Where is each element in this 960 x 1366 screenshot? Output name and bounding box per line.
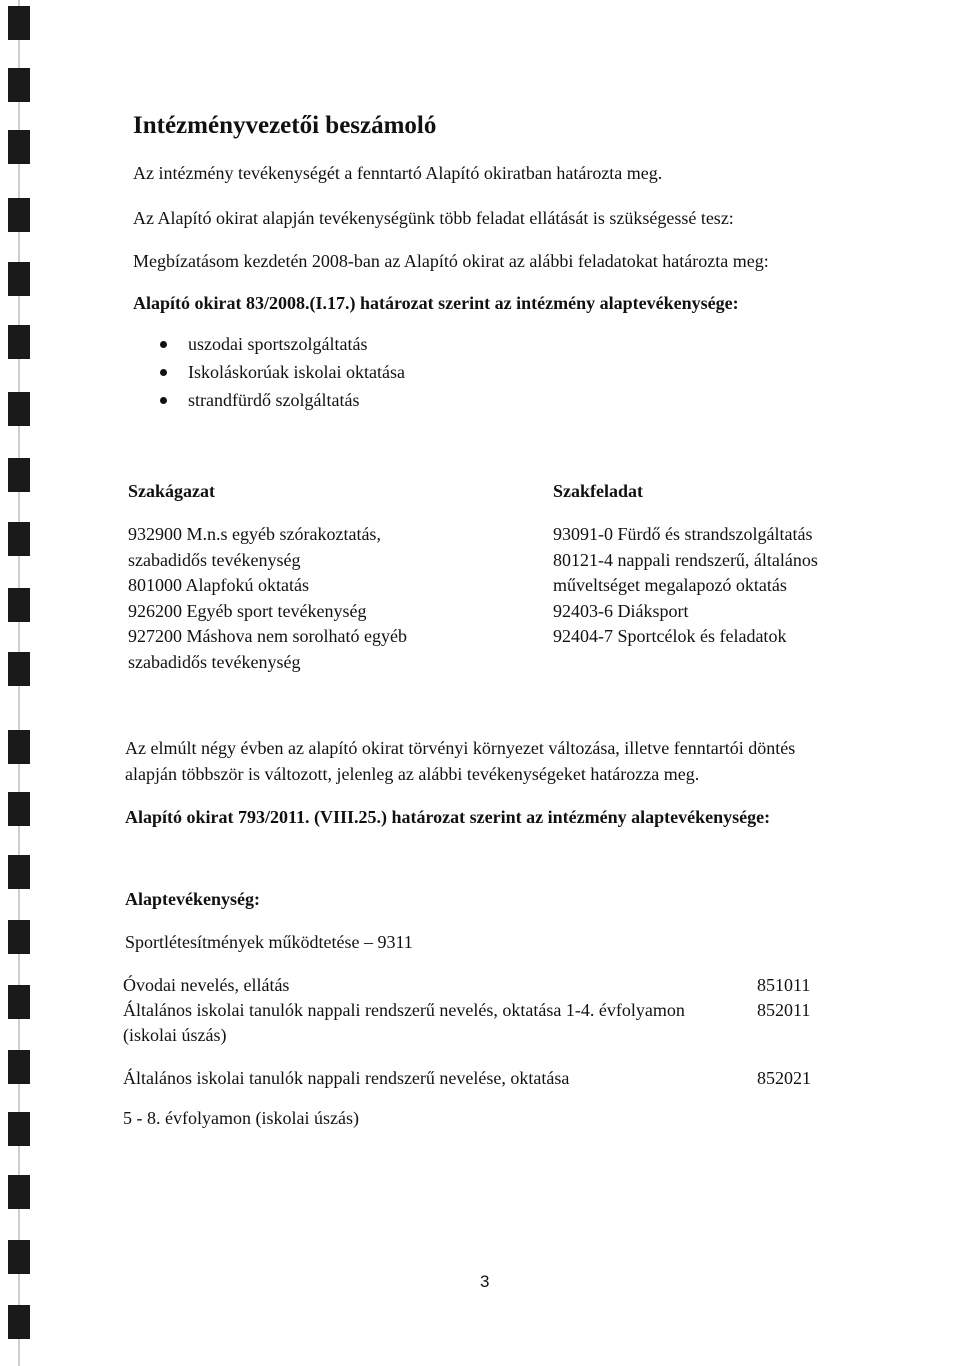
szakagazat-row: 801000 Alapfokú oktatás: [128, 575, 309, 595]
scan-mark: [8, 198, 30, 232]
scan-mark: [8, 6, 30, 40]
szakagazat-row: szabadidős tevékenység: [128, 651, 301, 672]
szakagazat-row: 927200 Máshova nem sorolható egyéb: [128, 626, 407, 646]
scan-mark: [8, 730, 30, 764]
intro-line: Megbízatásom kezdetén 2008-ban az Alapító okirat az alábbi feladatokat határozta meg:: [133, 251, 769, 271]
change-line: Az elmúlt négy évben az alapító okirat törvényi környezet változása, illetve fenntartói döntés: [125, 738, 796, 758]
page-title: Intézményvezetői beszámoló: [133, 112, 437, 139]
intro-line: Az intézmény tevékenységét a fenntartó Alapító okiratban határozta meg.: [133, 163, 663, 183]
change-line: alapján többször is változott, jelenleg az alábbi tevékenységeket határozza meg.: [125, 764, 700, 784]
activity-bullet-list: [160, 333, 405, 417]
scan-edge-marks: [0, 0, 40, 1366]
page-number: 3: [480, 1272, 490, 1291]
scan-mark: [8, 325, 30, 359]
szakfeladat-row: műveltséget megalapozó oktatás: [553, 575, 787, 595]
activity-text: 5 - 8. évfolyamon (iskolai úszás): [123, 1108, 359, 1128]
bullet-item: Iskoláskorúak iskolai oktatása: [160, 361, 405, 389]
heading-2011: Alapító okirat 793/2011. (VIII.25.) határozat szerint az intézmény alaptevékenysége:: [125, 807, 771, 827]
activity-text: Óvodai nevelés, ellátás: [123, 975, 290, 995]
scan-mark: [8, 588, 30, 622]
scan-mark: [8, 985, 30, 1019]
szakagazat-header: Szakágazat: [128, 481, 215, 501]
scan-mark: [8, 1050, 30, 1084]
scan-mark: [8, 392, 30, 426]
scan-mark: [8, 1112, 30, 1146]
szakfeladat-row: 92403-6 Diáksport: [553, 600, 689, 621]
scan-mark: [8, 1305, 30, 1339]
szakagazat-row: szabadidős tevékenység: [128, 549, 301, 570]
scan-mark: [8, 652, 30, 686]
szakagazat-row: 932900 M.n.s egyéb szórakoztatás,: [128, 524, 381, 544]
activity-code: 852011: [757, 1000, 811, 1020]
bullet-item: strandfürdő szolgáltatás: [160, 389, 405, 417]
alaptevekenyseg-heading: Alaptevékenység:: [125, 889, 260, 909]
scan-mark: [8, 522, 30, 556]
scan-mark: [8, 855, 30, 889]
activity-code: 851011: [757, 975, 811, 995]
scan-mark: [8, 68, 30, 102]
szakfeladat-header: Szakfeladat: [553, 481, 643, 501]
scan-mark: [8, 262, 30, 296]
scan-mark: [8, 920, 30, 954]
activity-code: 852021: [757, 1068, 811, 1088]
activity-text: (iskolai úszás): [123, 1025, 227, 1045]
activity-text: Általános iskolai tanulók nappali rendszerű nevelés, oktatása 1-4. évfolyamon: [123, 1000, 685, 1020]
szakagazat-column: [128, 480, 528, 675]
szakfeladat-row: 92404-7 Sportcélok és feladatok: [553, 626, 787, 646]
activity-text: Általános iskolai tanulók nappali rendszerű nevelése, oktatása: [123, 1068, 570, 1088]
sport-line: Sportlétesítmények működtetése – 9311: [125, 932, 413, 952]
scan-mark: [8, 792, 30, 826]
szakfeladat-column: [553, 480, 893, 650]
szakfeladat-row: 80121-4 nappali rendszerű, általános: [553, 549, 818, 570]
szakagazat-row: 926200 Egyéb sport tevékenység: [128, 600, 367, 621]
heading-2008: Alapító okirat 83/2008.(I.17.) határozat szerint az intézmény alaptevékenysége:: [133, 293, 739, 313]
bullet-item: uszodai sportszolgáltatás: [160, 333, 405, 361]
intro-line: Az Alapító okirat alapján tevékenységünk több feladat ellátását is szükségessé tesz:: [133, 208, 734, 228]
scan-mark: [8, 458, 30, 492]
scan-mark: [8, 1240, 30, 1274]
scan-mark: [8, 130, 30, 164]
scan-mark: [8, 1175, 30, 1209]
szakfeladat-row: 93091-0 Fürdő és strandszolgáltatás: [553, 524, 813, 544]
